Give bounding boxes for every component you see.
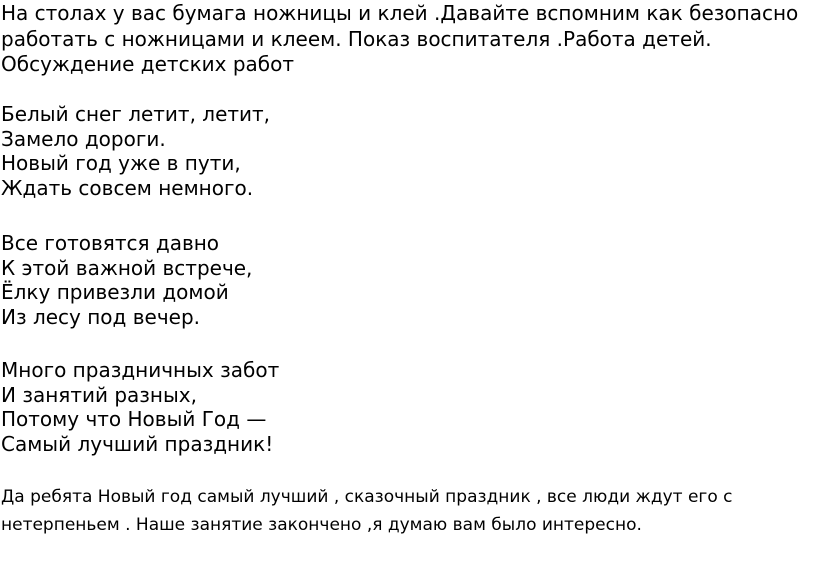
- poem-line: И занятий разных,: [1, 382, 197, 407]
- poem-line: К этой важной встрече,: [1, 255, 253, 280]
- poem-stanza-2: [1, 231, 252, 329]
- poem-line: Потому что Новый Год —: [1, 407, 267, 431]
- poem-line: Все готовятся давно: [1, 231, 220, 255]
- poem-line: Белый снег летит, летит,: [1, 102, 271, 126]
- poem-line: Замело дороги.: [1, 126, 166, 151]
- poem-line: Самый лучший праздник!: [1, 431, 274, 456]
- poem-line: Ёлку привезли домой: [1, 280, 229, 304]
- poem-line: Новый год уже в пути,: [1, 151, 241, 175]
- poem-line: Ждать совсем немного.: [1, 175, 254, 200]
- poem-line: Много праздничных забот: [1, 358, 280, 382]
- closing-paragraph: Да ребята Новый год самый лучший , сказочный праздник , все люди ждут его с нетерпеньем . Наше занятие закончено ,я думаю вам было интересно.: [1, 487, 733, 535]
- poem-stanza-3: [1, 358, 279, 456]
- poem-stanza-1: [1, 102, 270, 200]
- poem-line: Из лесу под вечер.: [1, 304, 200, 329]
- intro-paragraph: На столах у вас бумага ножницы и клей .Давайте вспомним как безопасно работать с ножницами и клеем. Показ воспитателя .Работа детей. Обсуждение детских работ: [1, 1, 799, 76]
